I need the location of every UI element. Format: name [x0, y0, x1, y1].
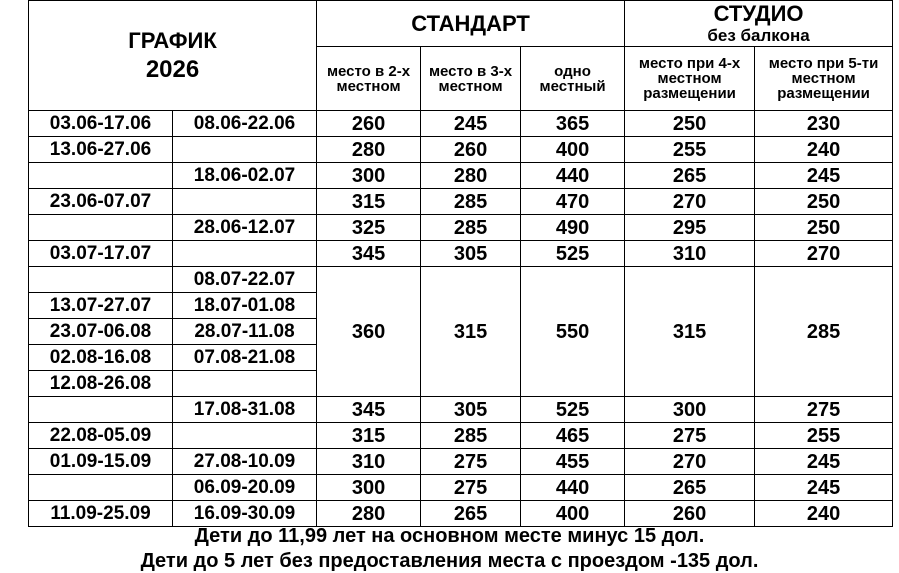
price-std-2: 300: [317, 163, 421, 189]
col-std-1-header: одно местный: [521, 47, 625, 111]
price-std-3: 285: [421, 423, 521, 449]
price-std-2: 325: [317, 215, 421, 241]
col-studio-5-header: место при 5-ти местном размещении: [755, 47, 893, 111]
price-studio-5: 270: [755, 241, 893, 267]
date-range-1: 03.07-17.07: [29, 241, 173, 267]
date-range-2: 08.07-22.07: [173, 267, 317, 293]
price-std-2: 280: [317, 137, 421, 163]
schedule-year: 2026: [145, 55, 200, 83]
price-studio-4: 265: [625, 163, 755, 189]
date-range-2: [173, 241, 317, 267]
price-std-2: 345: [317, 241, 421, 267]
date-range-1: [29, 215, 173, 241]
price-std-3: 260: [421, 137, 521, 163]
price-studio-5: 250: [755, 189, 893, 215]
date-range-2: 28.06-12.07: [173, 215, 317, 241]
price-std-2: 280: [317, 501, 421, 527]
price-std-1: 455: [521, 449, 625, 475]
price-std-2: 260: [317, 111, 421, 137]
price-studio-4: 270: [625, 189, 755, 215]
studio-subtitle: без балкона: [707, 26, 810, 45]
table-row: [29, 267, 893, 293]
price-std-1: 400: [521, 137, 625, 163]
studio-title: СТУДИО: [713, 1, 804, 26]
date-range-1: 02.08-16.08: [29, 345, 173, 371]
price-studio-4: 250: [625, 111, 755, 137]
price-studio-5: 255: [755, 423, 893, 449]
price-merged-std-2: 360: [317, 267, 421, 397]
price-merged-std-1: 550: [521, 267, 625, 397]
price-std-1: 440: [521, 475, 625, 501]
standard-header: СТАНДАРТ: [317, 1, 625, 47]
table-row: [29, 189, 893, 215]
date-range-1: 13.07-27.07: [29, 293, 173, 319]
price-table-body: [29, 1, 893, 527]
table-row: [29, 423, 893, 449]
price-std-3: 305: [421, 241, 521, 267]
date-range-1: 13.06-27.06: [29, 137, 173, 163]
price-std-1: 525: [521, 397, 625, 423]
price-std-3: 305: [421, 397, 521, 423]
price-std-3: 245: [421, 111, 521, 137]
children-discount-note: Дети до 11,99 лет на основном месте минус 15 дол.: [194, 525, 705, 547]
date-range-1: [29, 163, 173, 189]
date-range-2: 08.06-22.06: [173, 111, 317, 137]
price-merged-std-3: 315: [421, 267, 521, 397]
price-std-3: 285: [421, 189, 521, 215]
price-std-1: 470: [521, 189, 625, 215]
price-std-2: 315: [317, 423, 421, 449]
price-std-1: 465: [521, 423, 625, 449]
table-row: [29, 449, 893, 475]
studio-header: [625, 1, 893, 47]
price-studio-5: 245: [755, 449, 893, 475]
table-row: [29, 215, 893, 241]
date-range-2: 07.08-21.08: [173, 345, 317, 371]
table-row: [29, 111, 893, 137]
col-studio-4-header: место при 4-х местном размещении: [625, 47, 755, 111]
date-range-1: [29, 267, 173, 293]
date-range-2: 18.06-02.07: [173, 163, 317, 189]
date-range-2: 16.09-30.09: [173, 501, 317, 527]
date-range-1: 03.06-17.06: [29, 111, 173, 137]
col-std-3-header: место в 3-х местном: [421, 47, 521, 111]
price-std-1: 490: [521, 215, 625, 241]
price-studio-4: 300: [625, 397, 755, 423]
price-std-3: 275: [421, 449, 521, 475]
date-range-2: [173, 371, 317, 397]
col-std-2-header: место в 2-х местном: [317, 47, 421, 111]
price-std-2: 315: [317, 189, 421, 215]
date-range-1: 23.06-07.07: [29, 189, 173, 215]
date-range-1: 01.09-15.09: [29, 449, 173, 475]
table-row: [29, 501, 893, 527]
date-range-2: 06.09-20.09: [173, 475, 317, 501]
price-studio-5: 250: [755, 215, 893, 241]
date-range-1: 23.07-06.08: [29, 319, 173, 345]
price-std-1: 525: [521, 241, 625, 267]
date-range-1: 11.09-25.09: [29, 501, 173, 527]
date-range-1: 22.08-05.09: [29, 423, 173, 449]
table-row: [29, 137, 893, 163]
price-studio-4: 310: [625, 241, 755, 267]
date-range-1: [29, 397, 173, 423]
date-range-2: 17.08-31.08: [173, 397, 317, 423]
price-studio-5: 240: [755, 501, 893, 527]
price-std-3: 280: [421, 163, 521, 189]
price-studio-5: 245: [755, 163, 893, 189]
price-std-3: 275: [421, 475, 521, 501]
table-row: [29, 241, 893, 267]
date-range-2: 18.07-01.08: [173, 293, 317, 319]
price-studio-5: 245: [755, 475, 893, 501]
price-studio-4: 265: [625, 475, 755, 501]
price-std-3: 265: [421, 501, 521, 527]
date-range-2: [173, 189, 317, 215]
table-row: [29, 397, 893, 423]
price-studio-4: 260: [625, 501, 755, 527]
price-studio-5: 230: [755, 111, 893, 137]
table-row: [29, 475, 893, 501]
date-range-2: 27.08-10.09: [173, 449, 317, 475]
price-std-1: 400: [521, 501, 625, 527]
price-table: [28, 0, 893, 527]
price-studio-5: 240: [755, 137, 893, 163]
infant-fee-note: Дети до 5 лет без предоставления места с проездом -135 дол.: [140, 550, 759, 572]
price-std-1: 365: [521, 111, 625, 137]
price-std-1: 440: [521, 163, 625, 189]
date-range-2: [173, 137, 317, 163]
date-range-1: 12.08-26.08: [29, 371, 173, 397]
price-merged-studio-5: 285: [755, 267, 893, 397]
price-std-2: 310: [317, 449, 421, 475]
schedule-title: ГРАФИК: [128, 27, 217, 53]
price-studio-5: 275: [755, 397, 893, 423]
price-std-2: 300: [317, 475, 421, 501]
date-range-2: 28.07-11.08: [173, 319, 317, 345]
price-studio-4: 295: [625, 215, 755, 241]
price-studio-4: 255: [625, 137, 755, 163]
price-std-3: 285: [421, 215, 521, 241]
date-range-1: [29, 475, 173, 501]
table-row: [29, 163, 893, 189]
date-range-2: [173, 423, 317, 449]
price-merged-studio-4: 315: [625, 267, 755, 397]
schedule-header: [29, 1, 317, 111]
price-std-2: 345: [317, 397, 421, 423]
price-studio-4: 275: [625, 423, 755, 449]
price-studio-4: 270: [625, 449, 755, 475]
